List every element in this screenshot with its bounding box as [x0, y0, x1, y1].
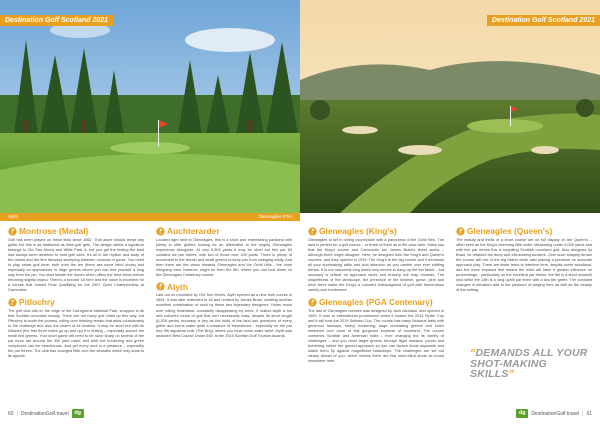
section-body: Laid out on moorland by Old Tom Morris, Alyth opened as a nine hole course in 1894. It was later extended to 18 and revised by James Braid, creating another excellent combination of work by these two legendary designers. Holes move over rolling heathland, constantly disappearing by trees. It makes Alyth a fun and colourful round of golf that isn't necessarily easy: despite its short length (6,205 yards) accuracy is key as the folds of the land ask questions of every golfer and burns make quite a nuisance of themselves... especially on the par four 9th signature hole (The Brig), where you must cross water twice. Alyth was awarded 'Best Course Under £50' at the 2015 Scottish Golf Tourism Awards.: [156, 293, 292, 338]
photo-caption-bar: [0, 213, 300, 221]
golf-flag-icon: [8, 298, 17, 307]
section-alyth: [156, 282, 292, 339]
alyth-course-illustration: [0, 0, 300, 213]
footer-separator: |: [582, 410, 584, 417]
golf-flag-icon: [308, 227, 317, 236]
footer-right: [513, 409, 592, 418]
golf-flag-icon: [8, 227, 17, 236]
quote-text: DEMANDS ALL YOUR SHOT-MAKING SKILLS: [470, 347, 588, 380]
golf-flag-icon: [156, 282, 165, 291]
right-column-2: [456, 226, 592, 297]
hero-photo-alyth: [0, 0, 300, 213]
right-column-1: [308, 226, 444, 368]
golf-flag-icon: [456, 227, 465, 236]
footer-brand-left[interactable]: DestinationGolf.travel: [20, 410, 69, 417]
footer-separator: |: [16, 410, 18, 417]
caption-left: Alyth: [8, 214, 19, 219]
page-number-right: 61: [586, 410, 592, 417]
section-title: Gleneagles (PGA Centenary): [319, 297, 433, 308]
section-body: Gleneagles is set in rolling countryside with a panorama of the Ochil Hills. The land is perfect for a golf course... or three of them as is the case here. Many say that the King's course and Carnoustie are James Braid's finest works – although there might disagree. Here, he designed both the King's and Queen's courses, and they opened in 1919. The King's is the big course and it demands all your shotmaking skills and club selection as you ramble over ever shifting terrain. It is not massively long which only serves to hang up the fun factor... but accuracy is critical on approach shots and bravery will reap rewards. The shapeliness of the landscape, the presence of the heather, gorse, pine and birch trees make the King's a colourful extravaganza of golf with tremendous variety and excitement.: [308, 237, 444, 292]
dg-logo: dg: [72, 409, 84, 418]
footer-left: [8, 409, 87, 418]
section-title: Alyth: [167, 281, 188, 292]
left-column-2: [156, 226, 292, 343]
golf-flag-icon: [308, 298, 317, 307]
section-body: The last of Gleneagles courses was designed by Jack Nicklaus, and opened in 1993. It rose to international prominence when it hosted the 2014 Ryder Cup and it will host the 2019 Solheim Cup. The course has many Nicklaus traits with generous fairways, heavy bunkering, large undulating greens and holes stretched over more of this gorgeous expanse of moorland. The course combines Scottish and American traits – ever changing but its variety of challenges – and you must target greens through flight streams, ponds and bordering rubble the ground approach so you can launch shots skywards and watch them fly against magnificent backdrops. The challenges are set out clearly ahead of you, which means there are few semi-blind shots as found elsewhere here.: [308, 308, 444, 363]
section-gleneagles-queens: [456, 226, 592, 293]
page-banner-left: Destination Golf Scotland 2021: [0, 15, 113, 26]
gleneagles-course-illustration: [300, 0, 600, 213]
hero-photo-gleneagles-pga: [300, 0, 600, 213]
pull-quote: [470, 348, 590, 380]
section-title: Auchterarder: [167, 226, 220, 236]
dg-logo: dg: [516, 409, 528, 418]
quote-open-mark: “: [470, 347, 476, 359]
golf-flag-icon: [156, 227, 165, 236]
caption-right: Gleneagles PGA: [258, 214, 292, 219]
section-title: Montrose (Medal): [19, 226, 89, 236]
page-number-left: 60: [8, 410, 14, 417]
section-gleneagles-pga: [308, 297, 444, 364]
section-body: The golf club sits on the edge of the Cairngorms National Park, wrapped in all that Scottish mountain beauty. There are not many golf clubs up this way, but Pitlochry is worth the journey, rolling over heaving terrain that adds considerably to the challenge and also the charm of its location. It may be short but with its hillsides (the first three holes go up and up) it is testing – especially around the small fast greens. Your short game will need to be razor sharp on several of the par fours are around the 300 yard mark, and both the bunkering and green complexes can be treacherous. And yet every shot is a pleasure – especially the par threes. The club has changed little over the decades which only adds to its appeal.: [8, 308, 144, 358]
section-title: Gleneagles (Queen's): [467, 226, 553, 236]
section-title: Pitlochry: [19, 297, 55, 308]
section-gleneagles-kings: [308, 226, 444, 293]
section-montrose: [8, 226, 144, 293]
section-pitlochry: [8, 297, 144, 359]
section-title: Gleneagles (King's): [319, 226, 397, 236]
section-auchterarder: [156, 226, 292, 278]
quote-close-mark: ”: [508, 368, 514, 380]
left-column-1: [8, 226, 144, 363]
right-page: [300, 0, 600, 424]
section-body: Golf has been played on these links since 1562. That alone should tempt any golfer but this is as traditional as links golf gets. The design stems a signature belongs to Old Tom Morris and Willie Park Jr. but you get the feeling the land had always been destined to host golf rules. It's all in the rhythm and sway of the dunes and the firm fairways sweeping between mounds of gorse. You need to play smart golf here, both from the tee (there are some blind shots) and especially on approaches to large greens where you can find yourself a long way from the pin. You start beside the dunes which offers the best views before returning slightly inland. There's a second 18 here and the value is excellent for a course that hosted Final Qualifying for the 2007 Open Championship at Carnoustie.: [8, 237, 144, 292]
section-body: The beauty and thrills of a short course are on full display on the Queen's – often seen as the King's charming little sister. Measuring under 6,000 yards and with five par threes this is beguiling Scottish moorland golf. Also designed by Braid, he retained the deep and intimidating bunkers. Over such shapely terrain the course will mix in the big hitters while also placing a premium on accurate approach play. There are fewer trees to interfere here, despite some woodland, and the more exposed feel means the wind will have a greater influence on proceedings... particularly on the excellent par threes: the 5th is a short downhill shot while the 14th is a long uphill par three with a two tier green. The constant changes in elevation add to the pleasure of playing here as well as the beauty of the setting.: [456, 237, 592, 292]
section-body: Located right next to Gleneagles, this is a short and entertaining parkland with plenty to offer golfers looking for an alternative to the mighty Gleneagles experience alongside. At only 5,800 yards it may be short but this par 69 contains six par threes, with two of those over 200 yards. There is plenty of movement to the terrain and small greens to keep you from swinging wildly. And then there are the views towards Gleneagles and the Ochil Hills... the most intriguing view, however, might be from the 6th, where you can look down on the Gleneagles Centenary course.: [156, 237, 292, 277]
footer-brand-right[interactable]: DestinationGolf.travel: [531, 410, 580, 417]
page-banner-right: Destination Golf Scotland 2021: [487, 15, 600, 26]
